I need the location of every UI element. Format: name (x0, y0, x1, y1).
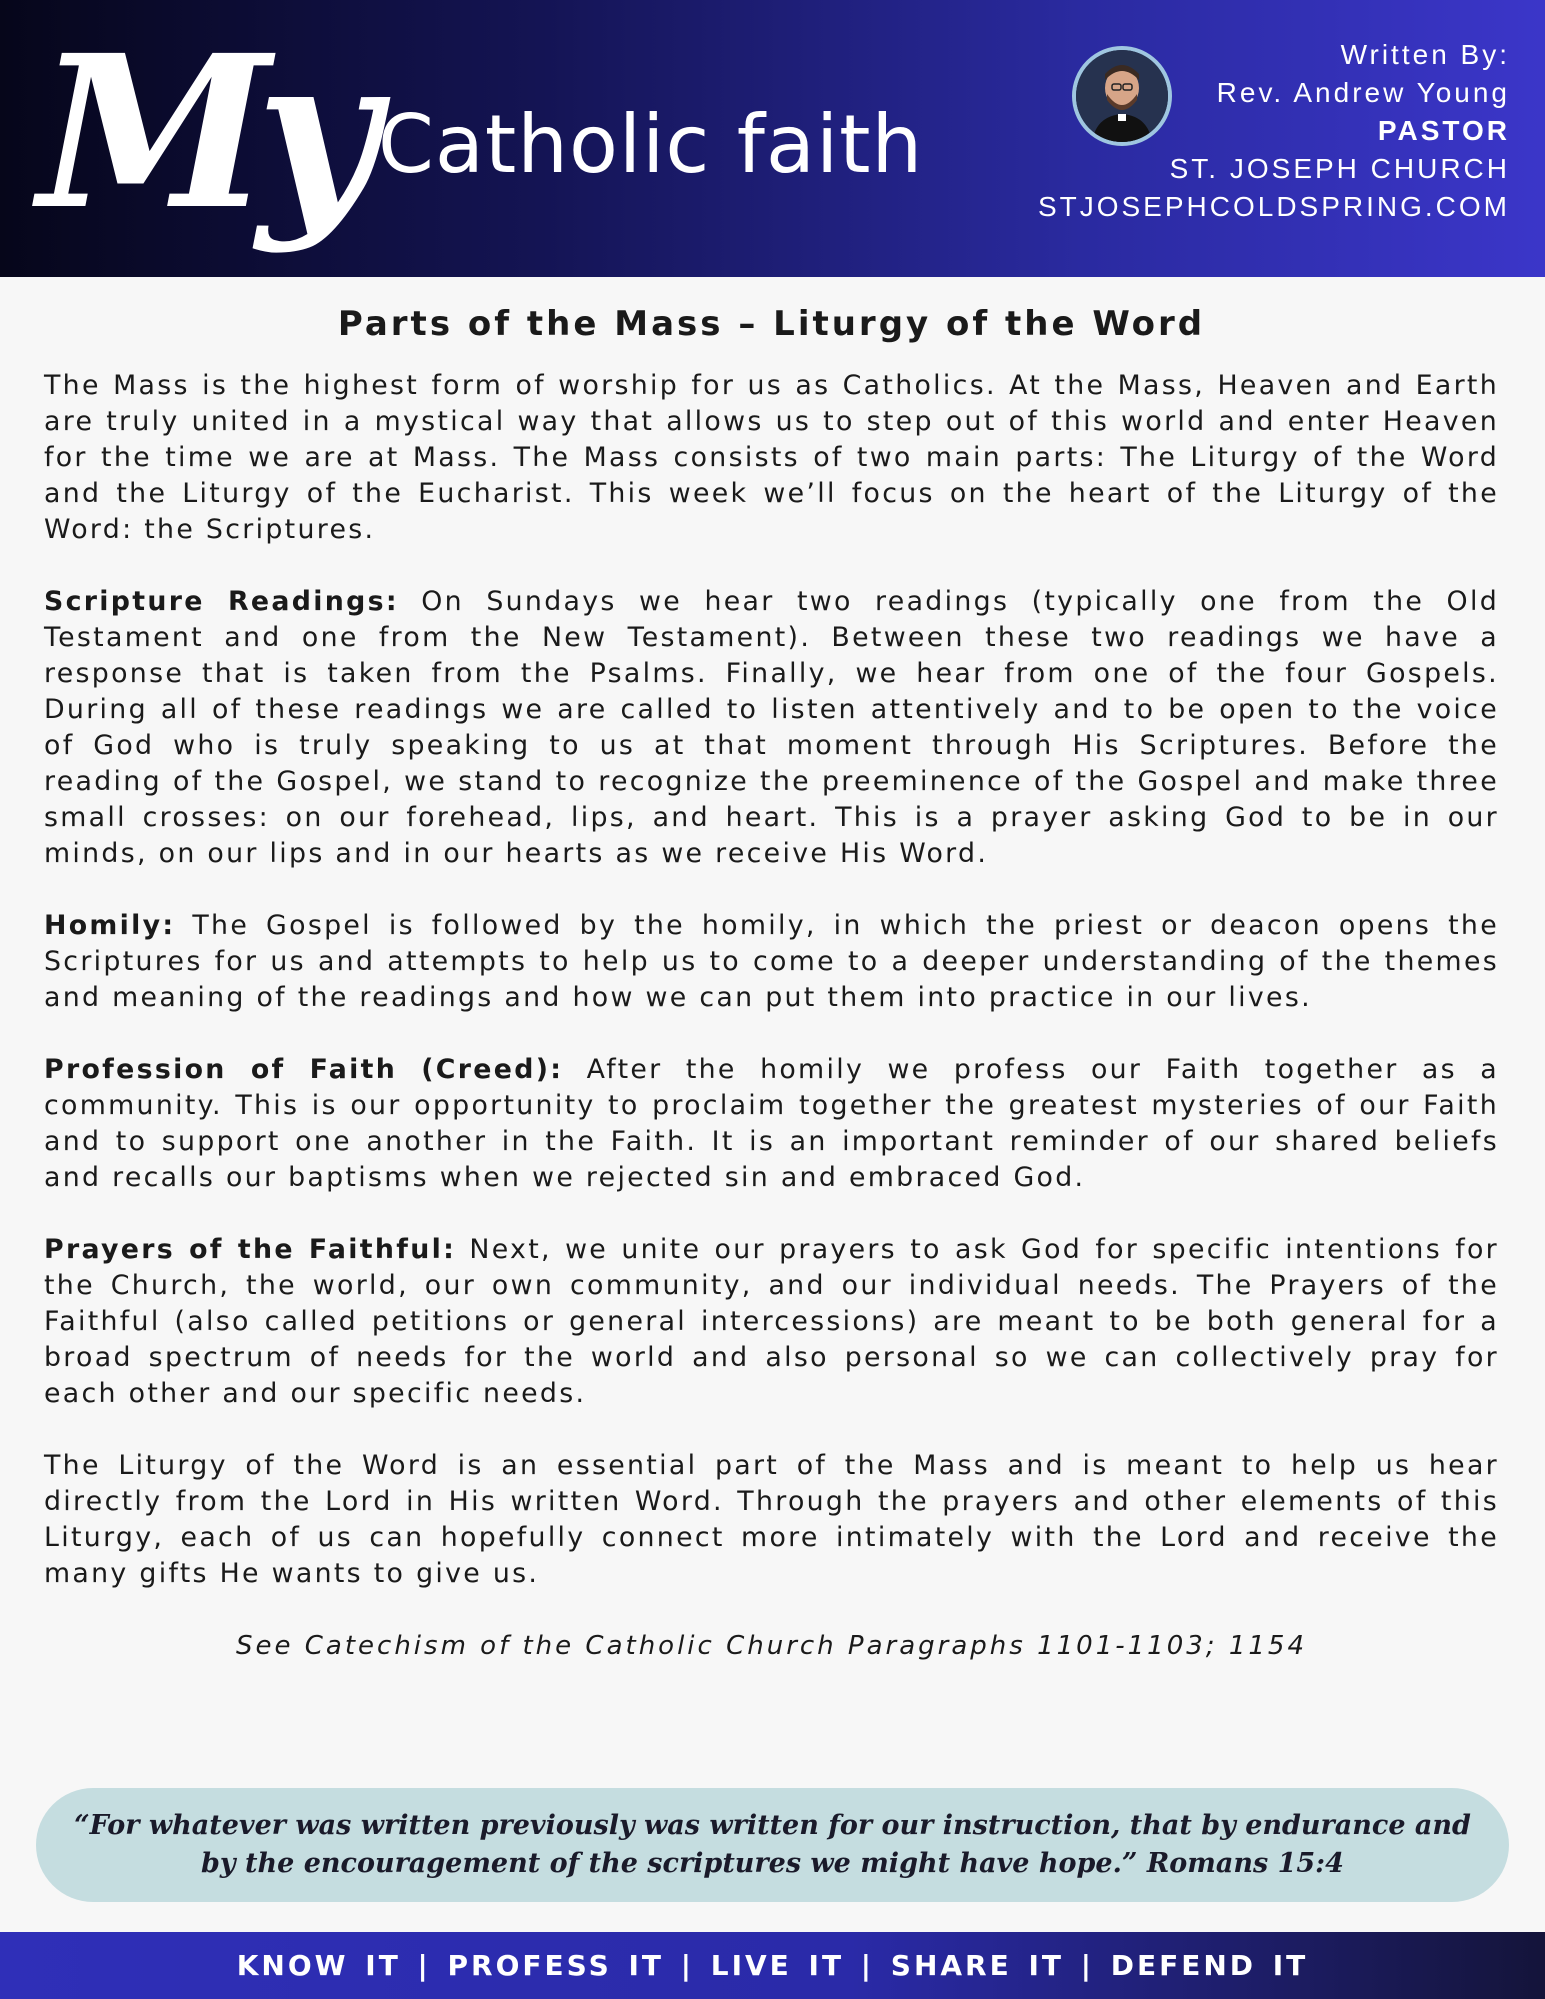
scripture-quote: “For whatever was written previously was written for our instruction, that by endurance and by the encouragement of the scriptures we might have hope.” Romans 15:4 (74, 1810, 1471, 1879)
section-label: Profession of Faith (Creed): (44, 1054, 564, 1085)
section-text: On Sundays we hear two readings (typically one from the Old Testament and one from the New Testament). Between these two readings we have a response that is taken from the Psalms. Finally, we hear from one of the four Gospels. During all of these readings we are called to listen attentively and to be open to the voice of God who is truly speaking to us at that moment through His Scriptures. Before the reading of the Gospel, we stand to recognize the preeminence of the Gospel and make three small crosses: on our forehead, lips, and heart. This is a prayer asking God to be in our minds, on our lips and in our hearts as we receive His Word. (44, 586, 1499, 869)
footer-motto: KNOW IT | PROFESS IT | LIVE IT | SHARE IT | DEFEND IT (236, 1949, 1309, 1982)
footer-banner (0, 1932, 1545, 1999)
article-title: Parts of the Mass – Liturgy of the Word (337, 304, 1206, 344)
scripture-quote-box (36, 1788, 1509, 1902)
author-role: PASTOR (1377, 115, 1510, 146)
section-label: Prayers of the Faithful: (44, 1234, 457, 1265)
section-homily (44, 908, 1499, 1016)
church-name: ST. JOSEPH CHURCH (1169, 153, 1510, 184)
catechism-reference: See Catechism of the Catholic Church Paragraphs 1101-1103; 1154 (235, 1631, 1307, 1661)
section-text: The Gospel is followed by the homily, in which the priest or deacon opens the Scriptures for us and attempts to help us to come to a deeper understanding of the themes and meaning of the readings and how we can put them into practice in our lives. (44, 910, 1500, 1013)
conclusion-paragraph: The Liturgy of the Word is an essential part of the Mass and is meant to help us hear directly from the Lord in His written Word. Through the prayers and other elements of this Liturgy, each of us can hopefully connect more intimately with the Lord and receive the many gifts He wants to give us. (44, 1450, 1499, 1589)
article-body (44, 300, 1499, 1664)
author-block (1038, 36, 1510, 226)
logo-catholic-faith: Catholic faith (378, 98, 924, 191)
logo-my-script: My (38, 9, 365, 256)
section-scripture-readings (44, 584, 1499, 872)
section-label: Scripture Readings: (44, 586, 399, 617)
written-by-label: Written By: (1340, 39, 1510, 70)
section-profession-of-faith (44, 1052, 1499, 1196)
section-text: After the homily we profess our Faith together as a community. This is our opportunity to proclaim together the greatest mysteries of our Faith and to support one another in the Faith. It is an important reminder of our shared beliefs and recalls our baptisms when we rejected sin and embraced God. (44, 1054, 1499, 1193)
intro-paragraph: The Mass is the highest form of worship for us as Catholics. At the Mass, Heaven and Earth are truly united in a mystical way that allows us to step out of this world and enter Heaven for the time we are at Mass. The Mass consists of two main parts: The Liturgy of the Word and the Liturgy of the Eucharist. This week we’ll focus on the heart of the Liturgy of the Word: the Scriptures. (44, 370, 1499, 545)
section-label: Homily: (44, 910, 176, 941)
section-text: Next, we unite our prayers to ask God for specific intentions for the Church, the world, our own community, and our individual needs. The Prayers of the Faithful (also called petitions or general intercessions) are meant to be both general for a broad spectrum of needs for the world and also personal so we can collectively pray for each other and our specific needs. (44, 1234, 1499, 1409)
section-prayers-of-the-faithful (44, 1232, 1499, 1412)
author-name: Rev. Andrew Young (1216, 77, 1510, 108)
header-banner (0, 0, 1545, 277)
church-website[interactable]: STJOSEPHCOLDSPRING.COM (1037, 191, 1510, 222)
